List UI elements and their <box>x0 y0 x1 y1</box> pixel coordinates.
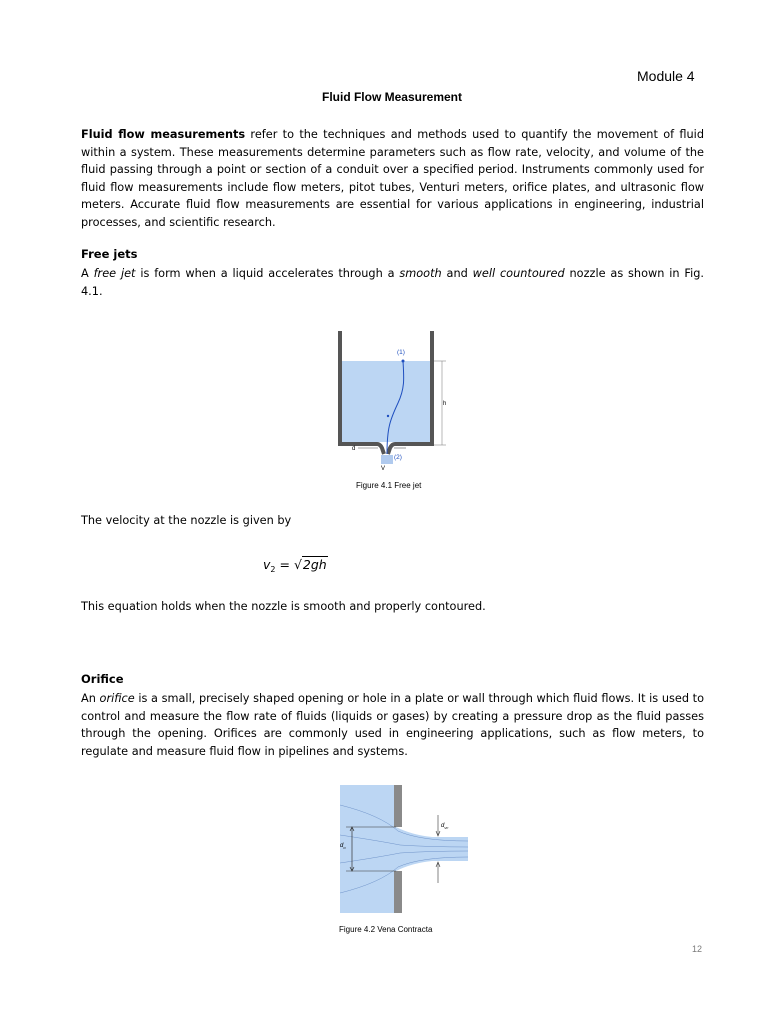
orifice-plate-bottom <box>394 871 402 913</box>
point-1-dot <box>402 360 405 363</box>
equation-rhs: 2gh <box>302 557 327 572</box>
orifice-term: orifice <box>99 692 135 705</box>
vena-contracta-jet <box>396 827 468 871</box>
free-jets-text-2: is form when a liquid accelerates through a <box>135 267 400 280</box>
free-jet-term: free jet <box>93 267 136 280</box>
orifice-text-1: An <box>81 692 100 705</box>
module-label: Module 4 <box>637 68 695 84</box>
intro-bold-term: Fluid flow measurements <box>81 128 246 141</box>
label-point-1: (1) <box>397 349 405 356</box>
free-jets-text-1: A <box>81 267 94 280</box>
orifice-heading: Orifice <box>81 672 124 686</box>
label-dvc: $d_{vc}$ <box>441 823 449 830</box>
nozzle-condition-text: This equation holds when the nozzle is smooth and properly contoured. <box>81 600 486 613</box>
jet-streamlines <box>382 455 392 464</box>
free-jets-heading: Free jets <box>81 247 138 261</box>
sqrt-icon: √ <box>293 557 302 572</box>
page-title: Fluid Flow Measurement <box>321 90 462 104</box>
orifice-paragraph <box>81 690 704 760</box>
equation-lhs: v <box>263 557 271 572</box>
label-point-2: (2) <box>394 454 402 461</box>
tank-water <box>342 361 430 442</box>
label-h: h <box>443 401 447 407</box>
orifice-plate-top <box>394 785 402 827</box>
equation-subscript: 2 <box>270 565 276 574</box>
upstream-fluid <box>340 785 396 913</box>
velocity-equation <box>263 556 328 572</box>
figure-4-1-caption: Figure 4.1 Free jet <box>356 481 422 490</box>
smooth-term: smooth <box>399 267 442 280</box>
free-jets-text-4: nozzle as shown in Fig. 4.1. <box>81 267 704 298</box>
free-jet-figure <box>330 328 460 473</box>
label-d: d <box>352 446 356 452</box>
free-jets-text-3: and <box>441 267 473 280</box>
orifice-text-2: is a small, precisely shaped opening or hole in a plate or wall through which fluid flows. It is used to control and measure the flow rate of fluids (liquids or gases) by creating a pressure drop as the fluid passes through the opening. Orifices are commonly used in engineering applications, such as flow meters, to regulate and measure fluid flow in pipelines and systems. <box>81 692 704 758</box>
figure-4-2-caption: Figure 4.2 Vena Contracta <box>339 925 433 934</box>
label-do: $d_o$ <box>340 843 346 850</box>
streamline-dot <box>387 415 389 417</box>
contoured-term: well countoured <box>472 267 565 280</box>
free-jets-paragraph <box>81 265 704 300</box>
vena-contracta-figure <box>340 785 472 915</box>
intro-text: refer to the techniques and methods used to quantify the movement of fluid within a system. These measurements determine parameters such as flow rate, velocity, and volume of the fluid passing through a point or section of a conduit over a specified period. Instruments commonly used for fluid flow measurements include flow meters, pitot tubes, Venturi meters, orifice plates, and ultrasonic flow meters. Accurate fluid flow measurements are essential for various applications in engineering, industrial processes, and scientific research. <box>81 128 704 229</box>
intro-paragraph <box>81 126 704 232</box>
equation-equals: = <box>279 557 290 572</box>
page-number: 12 <box>692 944 703 954</box>
label-v: V <box>381 466 386 472</box>
velocity-text: The velocity at the nozzle is given by <box>81 514 292 527</box>
